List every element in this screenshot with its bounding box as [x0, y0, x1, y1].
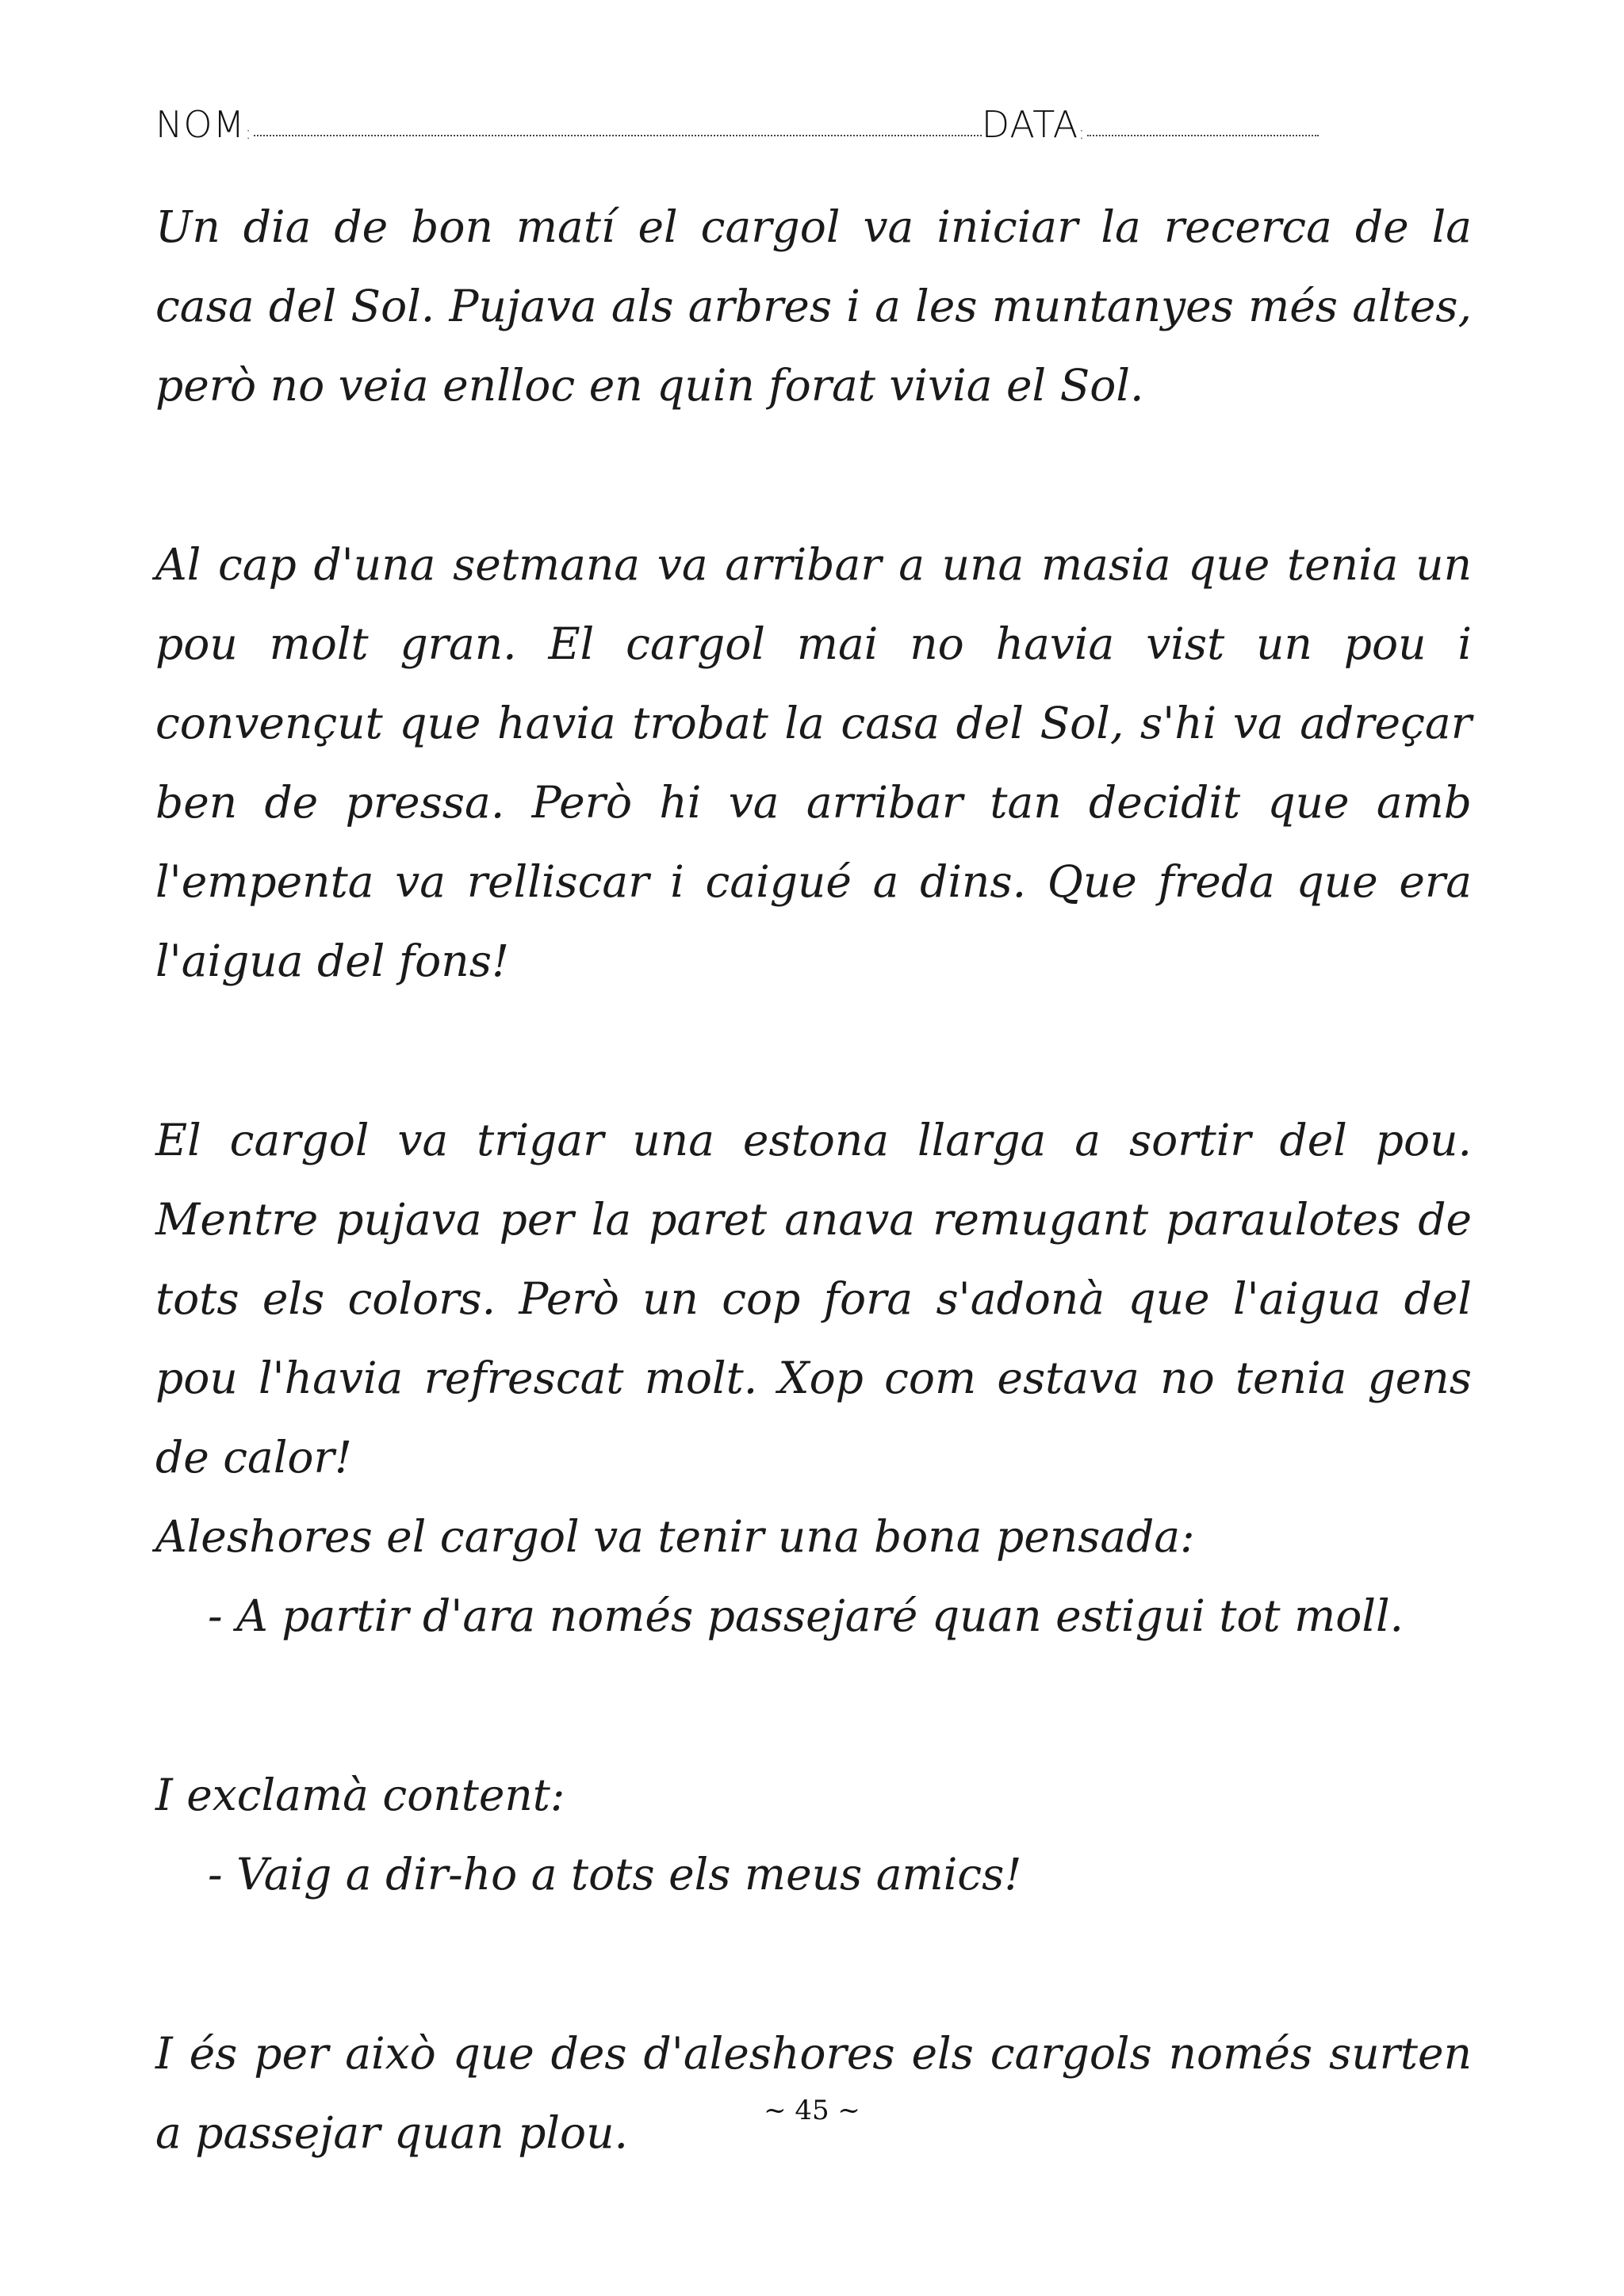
paragraph-6: I és per això que des d'aleshores els cargols només surten a passejar quan plou. — [155, 2028, 1472, 2158]
page-number: ~ 45 ~ — [764, 2095, 860, 2126]
paragraph-2: Al cap d'una setmana va arribar a una masia que tenia un pou molt gran. El cargol mai no havia vist un pou i convençut que havia trobat la casa del Sol, s'hi va adreçar ben de pressa. Però hi va arribar tan decidit que amb l'empenta va relliscar i caigué a dins. Que freda que era l'aigua del fons! — [155, 539, 1472, 986]
date-label: DATA — [981, 103, 1079, 146]
name-fill-line[interactable] — [254, 134, 982, 136]
name-colon: : — [245, 124, 252, 144]
date-colon: : — [1078, 124, 1086, 144]
paragraph-3: El cargol va trigar una estona llarga a sortir del pou. Mentre pujava per la paret anava remugant paraulotes de tots els colors. Però un cop fora s'adonà que l'aigua del pou l'havia refrescat molt. Xop com estava no tenia gens de calor! — [155, 1115, 1472, 1483]
date-fill-line[interactable] — [1087, 134, 1319, 136]
paragraph-4: Aleshores el cargol va tenir una bona pensada: — [155, 1511, 1195, 1562]
dialogue-line-1: - A partir d'ara només passejaré quan estigui tot moll. — [208, 1590, 1404, 1641]
worksheet-header — [155, 95, 1329, 146]
dialogue-line-2: - Vaig a dir-ho a tots els meus amics! — [208, 1849, 1022, 1900]
paragraph-1: Un dia de bon matí el cargol va iniciar la recerca de la casa del Sol. Pujava als arbres i a les muntanyes més altes, però no veia enlloc en quin forat vivia el Sol. — [155, 201, 1472, 411]
paragraph-5: I exclamà content: — [155, 1770, 565, 1820]
story-text — [155, 187, 1472, 2172]
name-label: NOM — [155, 103, 246, 146]
